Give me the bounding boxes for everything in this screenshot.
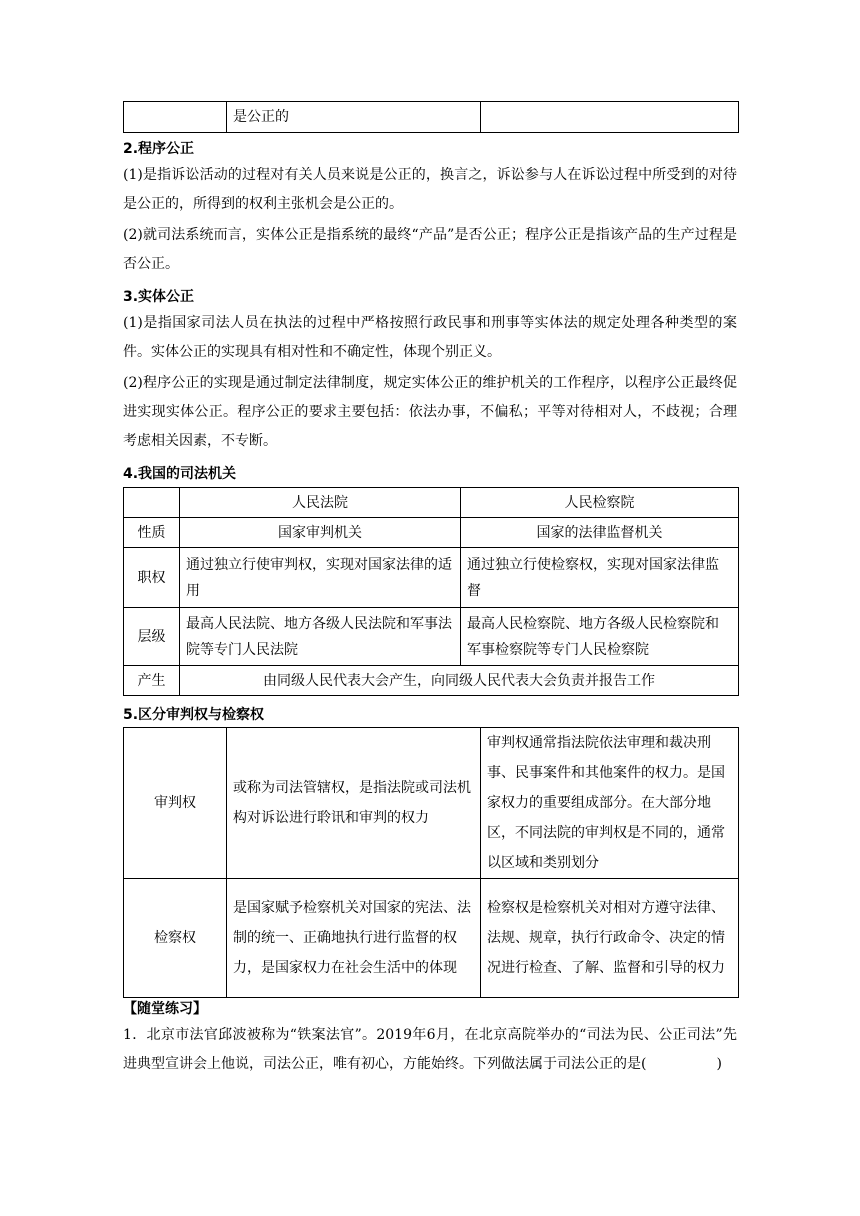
table-row (124, 608, 739, 666)
row-label: 层级 (124, 608, 180, 666)
section2-paragraph-2: (2)就司法系统而言，实体公正是指系统的最终“产品”是否公正；程序公正是指该产品的生产过程是否公正。 (123, 227, 737, 272)
section3-heading: 3.实体公正 (123, 289, 195, 305)
section3-paragraph-2: (2)程序公正的实现是通过制定法律制度，规定实体公正的维护机关的工作程序，以程序公正最终促进实现实体公正。程序公正的要求主要包括：依法办事，不偏私；平等对待相对人，不歧视；合理考虑相关因素，不专断。 (123, 375, 737, 449)
practice-question: 1．北京市法官邱波被称为“铁案法官”。2019年6月，在北京高院举办的“司法为民、公正司法”先进典型宣讲会上他说，司法公正，唯有初心，方能始终。下列做法属于司法公正的是( ) (123, 1027, 737, 1072)
column-header-procuratorate: 人民检察院 (461, 488, 739, 518)
procuratorate-cell: 国家的法律监督机关 (461, 518, 739, 548)
section2-heading: 2.程序公正 (123, 141, 195, 157)
definition-cell: 或称为司法管辖权，是指法院或司法机构对诉讼进行聆讯和审判的权力 (227, 728, 481, 879)
detail-cell: 检察权是检察机关对相对方遵守法律、法规、规章，执行行政命令、决定的情况进行检查、了解、监督和引导的权力 (481, 879, 739, 998)
column-header-court: 人民法院 (180, 488, 461, 518)
row-label: 产生 (124, 666, 180, 696)
court-cell: 最高人民法院、地方各级人民法院和军事法院等专门人民法院 (180, 608, 461, 666)
powers-table (123, 727, 739, 998)
top-table (123, 101, 739, 133)
detail-cell: 审判权通常指法院依法审理和裁决刑事、民事案件和其他案件的权力。是国家权力的重要组成部分。在大部分地区，不同法院的审判权是不同的，通常以区域和类别划分 (481, 728, 739, 879)
section4-heading: 4.我国的司法机关 (123, 466, 237, 482)
row-label: 检察权 (124, 879, 227, 998)
table-row (124, 518, 739, 548)
top-table-cell: 是公正的 (227, 102, 481, 133)
table-row (124, 666, 739, 696)
procuratorate-cell: 通过独立行使检察权，实现对国家法律监督 (461, 548, 739, 608)
judicial-organs-table (123, 487, 739, 696)
section3-paragraph-1: (1)是指国家司法人员在执法的过程中严格按照行政民事和刑事等实体法的规定处理各种类型的案件。实体公正的实现具有相对性和不确定性，体现个别正义。 (123, 315, 737, 360)
court-cell: 通过独立行使审判权，实现对国家法律的适用 (180, 548, 461, 608)
table-row (124, 548, 739, 608)
origin-cell: 由同级人民代表大会产生，向同级人民代表大会负责并报告工作 (180, 666, 739, 696)
row-label: 职权 (124, 548, 180, 608)
section2-paragraph-1: (1)是指诉讼活动的过程对有关人员来说是公正的，换言之，诉讼参与人在诉讼过程中所受到的对待是公正的，所得到的权利主张机会是公正的。 (123, 167, 737, 212)
procuratorate-cell: 最高人民检察院、地方各级人民检察院和军事检察院等专门人民检察院 (461, 608, 739, 666)
table-row (124, 879, 739, 998)
practice-heading: 【随堂练习】 (123, 1001, 207, 1017)
table-row (124, 728, 739, 879)
row-label: 审判权 (124, 728, 227, 879)
court-cell: 国家审判机关 (180, 518, 461, 548)
section5-heading: 5.区分审判权与检察权 (123, 707, 265, 723)
row-label: 性质 (124, 518, 180, 548)
definition-cell: 是国家赋予检察机关对国家的宪法、法制的统一、正确地执行进行监督的权力，是国家权力在社会生活中的体现 (227, 879, 481, 998)
